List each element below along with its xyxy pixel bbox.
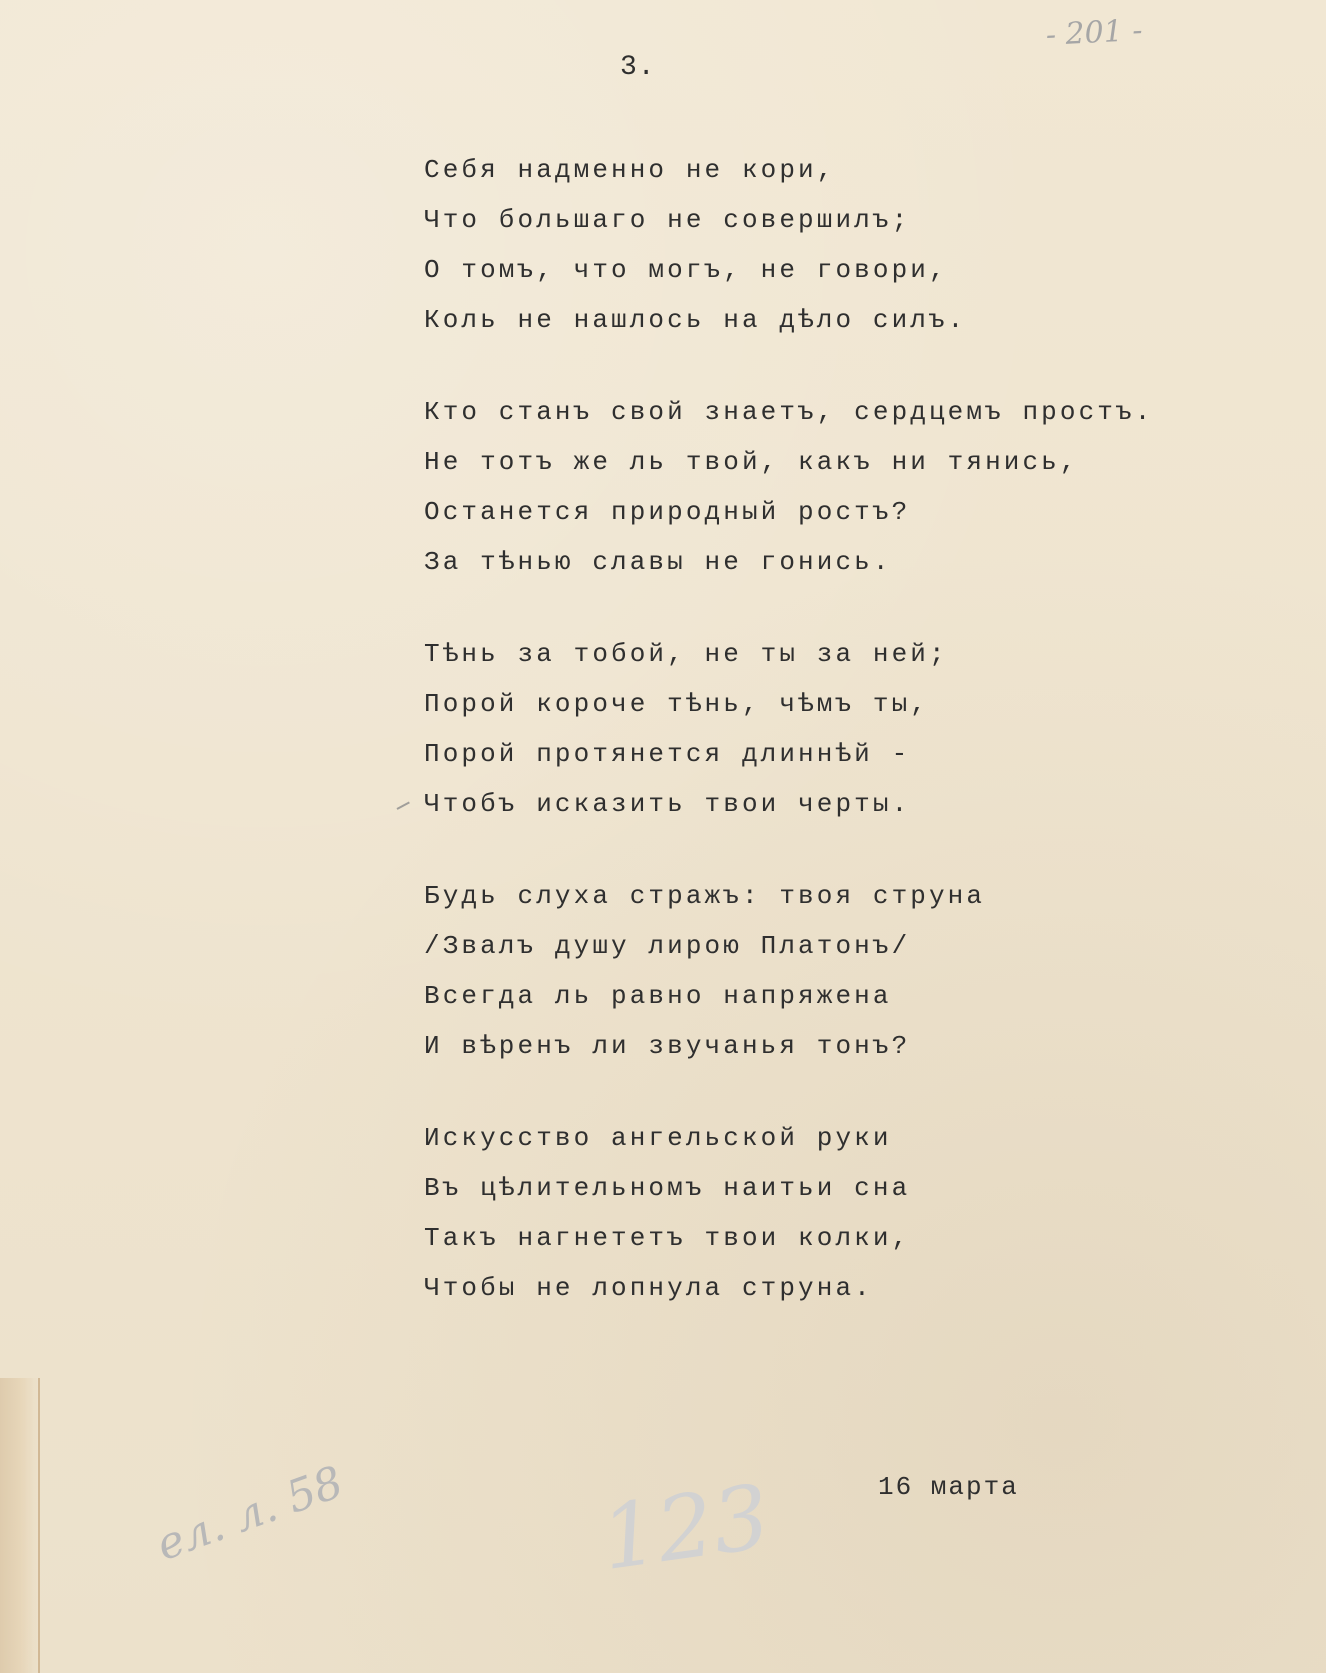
stanza-3 — [424, 629, 1184, 829]
poem-line: Порой протянется длиннѣй - — [424, 739, 911, 769]
poem-line: Останется природный ростъ? — [424, 497, 911, 527]
date: 16 марта — [878, 1472, 1019, 1502]
poem-line: Такъ нагнететъ твои колки, — [424, 1223, 911, 1253]
poem-line: Чтобы не лопнула струна. — [424, 1273, 873, 1303]
page-number: 3. — [620, 52, 656, 83]
poem-line: Чтобъ исказить твои черты. — [424, 789, 911, 819]
stanza-5 — [424, 1113, 1184, 1313]
handwritten-reference-mark: ел. л. 58 — [150, 1456, 350, 1571]
poem-line: Что большаго не совершилъ; — [424, 205, 911, 235]
poem-line: /Звалъ душу лирою Платонъ/ — [424, 931, 911, 961]
poem — [424, 145, 1184, 1355]
poem-line: Кто станъ свой знаетъ, сердцемъ простъ. — [424, 397, 1154, 427]
poem-line: И вѣренъ ли звучанья тонъ? — [424, 1031, 911, 1061]
archive-number: - 201 - — [1045, 12, 1144, 53]
poem-line: Въ цѣлительномъ наитьи сна — [424, 1173, 911, 1203]
poem-line: Порой короче тѣнь, чѣмъ ты, — [424, 689, 929, 719]
poem-line: За тѣнью славы не гонись. — [424, 547, 892, 577]
poem-line: Всегда ль равно напряжена — [424, 981, 892, 1011]
poem-line: Тѣнь за тобой, не ты за ней; — [424, 639, 948, 669]
poem-line: Искусство ангельской руки — [424, 1123, 892, 1153]
handwritten-number-mark: 123 — [595, 1464, 776, 1590]
stanza-2 — [424, 387, 1184, 587]
stanza-4 — [424, 871, 1184, 1071]
poem-line: Коль не нашлось на дѣло силъ. — [424, 305, 967, 335]
margin-tick-mark — [397, 802, 410, 810]
poem-line: Не тотъ же ль твой, какъ ни тянись, — [424, 447, 1079, 477]
paper-edge-shadow — [0, 1378, 40, 1673]
poem-line: Будь слуха стражъ: твоя струна — [424, 881, 986, 911]
stanza-1 — [424, 145, 1184, 345]
poem-line: Себя надменно не кори, — [424, 155, 836, 185]
poem-line: О томъ, что могъ, не говори, — [424, 255, 948, 285]
